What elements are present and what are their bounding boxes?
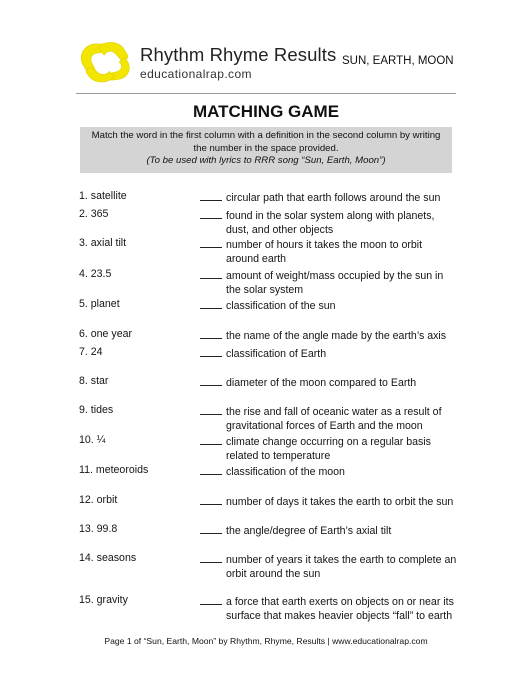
term-label: 3. axial tilt: [79, 237, 127, 249]
answer-blank[interactable]: [200, 346, 222, 357]
term-label: 2. 365: [79, 208, 109, 220]
definition-continued: gravitational forces of Earth and the moon: [226, 419, 423, 432]
definition: [200, 328, 462, 344]
answer-blank[interactable]: [200, 494, 222, 505]
definition-continued: dust, and other objects: [226, 223, 334, 236]
answer-blank[interactable]: [200, 298, 222, 309]
rrr-logo-icon: [76, 38, 134, 84]
definition: [200, 298, 462, 314]
definition: [200, 190, 462, 206]
term-label: 10. ¼: [79, 434, 106, 446]
definition-continued: the solar system: [226, 283, 304, 296]
answer-blank[interactable]: [200, 404, 222, 415]
definition-text: diameter of the moon compared to Earth: [226, 377, 417, 389]
answer-blank[interactable]: [200, 594, 222, 605]
term-label: 5. planet: [79, 298, 120, 310]
definition: [200, 594, 462, 623]
answer-blank[interactable]: [200, 523, 222, 534]
definition: [200, 552, 462, 581]
term-label: 8. star: [79, 375, 109, 387]
definition-text: classification of Earth: [226, 348, 327, 360]
definition-text: amount of weight/mass occupied by the sun in: [226, 270, 444, 282]
answer-blank[interactable]: [200, 328, 222, 339]
answer-blank[interactable]: [200, 190, 222, 201]
definition-text: a force that earth exerts on objects on or near its: [226, 596, 454, 608]
definition: [200, 346, 462, 362]
term-label: 15. gravity: [79, 594, 128, 606]
song-topic: SUN, EARTH, MOON: [342, 55, 454, 67]
answer-blank[interactable]: [200, 268, 222, 279]
definition-text: number of years it takes the earth to complete an: [226, 554, 457, 566]
answer-blank[interactable]: [200, 208, 222, 219]
definition-continued: related to temperature: [226, 449, 331, 462]
definition: [200, 494, 462, 510]
definition: [200, 404, 462, 433]
term-label: 13. 99.8: [79, 523, 118, 535]
definition-continued: orbit around the sun: [226, 567, 321, 580]
term-label: 6. one year: [79, 328, 133, 340]
definition-text: classification of the sun: [226, 300, 336, 312]
brand-url: educationalrap.com: [140, 67, 252, 81]
term-label: 4. 23.5: [79, 268, 112, 280]
instructions-note: (To be used with lyrics to RRR song “Sun, Earth, Moon”): [146, 155, 386, 166]
definition: [200, 464, 462, 480]
definition-continued: around earth: [226, 252, 287, 265]
term-label: 9. tides: [79, 404, 114, 416]
page-title: MATCHING GAME: [192, 102, 340, 121]
header-divider: [76, 93, 456, 94]
definition: [200, 375, 462, 391]
term-label: 1. satellite: [79, 190, 127, 202]
answer-blank[interactable]: [200, 434, 222, 445]
definition: [200, 523, 462, 539]
term-label: 14. seasons: [79, 552, 137, 564]
definition: [200, 208, 462, 237]
definition: [200, 237, 462, 266]
definition-continued: surface that makes heavier objects “fall” to earth: [226, 609, 453, 622]
answer-blank[interactable]: [200, 464, 222, 475]
definition: [200, 268, 462, 297]
definition-text: the name of the angle made by the earth’s axis: [226, 330, 447, 342]
definition-text: the angle/degree of Earth’s axial tilt: [226, 525, 392, 537]
instructions-box: [80, 127, 452, 173]
term-label: 11. meteoroids: [79, 464, 149, 476]
instructions-text: Match the word in the first column with a definition in the second column by writing the number in the space provided.: [91, 130, 441, 154]
definition: [200, 434, 462, 463]
brand-name: Rhythm Rhyme Results: [140, 44, 337, 65]
term-label: 7. 24: [79, 346, 103, 358]
definition-text: number of days it takes the earth to orbit the sun: [226, 496, 454, 508]
definition-text: number of hours it takes the moon to orbit: [226, 239, 423, 251]
definition-text: circular path that earth follows around the sun: [226, 192, 441, 204]
definition-text: the rise and fall of oceanic water as a result of: [226, 406, 442, 418]
definition-text: climate change occurring on a regular basis: [226, 436, 431, 448]
page-footer: Page 1 of “Sun, Earth, Moon” by Rhythm, Rhyme, Results | www.educationalrap.com: [104, 636, 428, 646]
answer-blank[interactable]: [200, 552, 222, 563]
answer-blank[interactable]: [200, 237, 222, 248]
term-label: 12. orbit: [79, 494, 118, 506]
definition-text: classification of the moon: [226, 466, 345, 478]
definition-text: found in the solar system along with planets,: [226, 210, 435, 222]
answer-blank[interactable]: [200, 375, 222, 386]
